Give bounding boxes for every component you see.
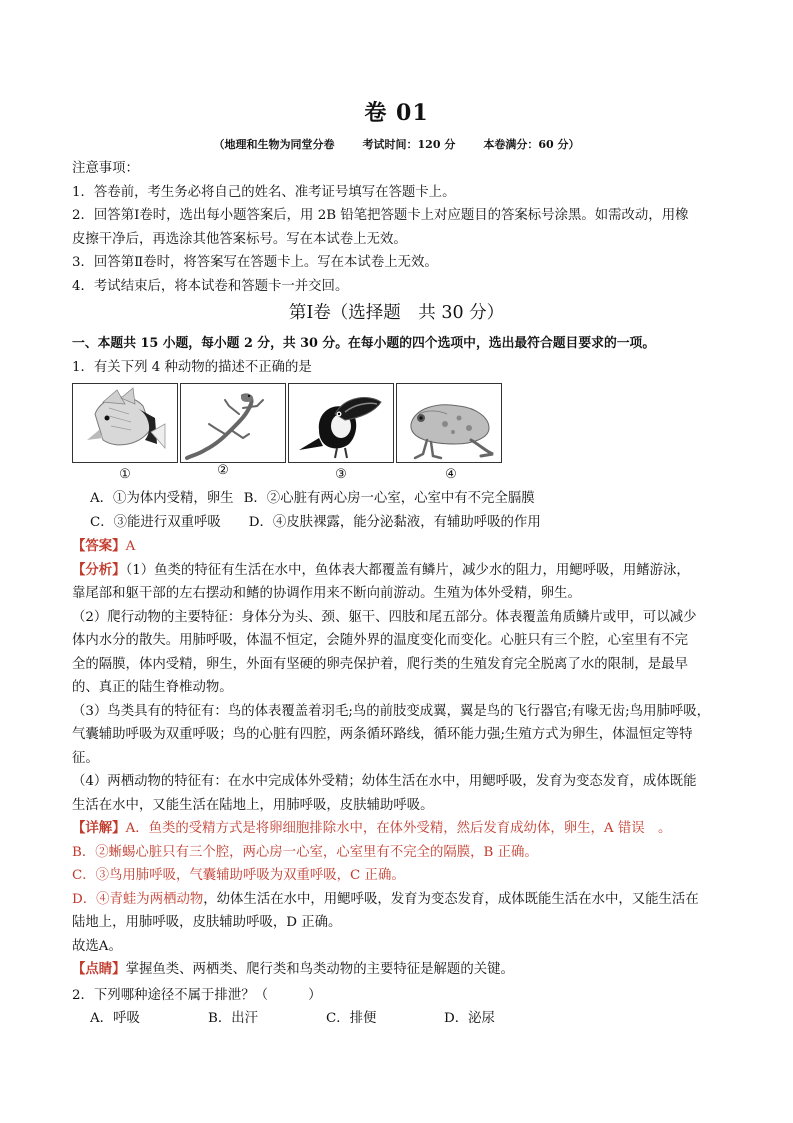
point-text: 掌握鱼类、两栖类、爬行类和鸟类动物的主要特征是解题的关键。: [125, 962, 514, 977]
figure-label: ③: [335, 467, 347, 482]
notes-item: 1．答卷前，考生务必将自己的姓名、准考证号填写在答题卡上。: [72, 184, 456, 200]
analysis-line: 全的隔膜，体内受精，卵生，外面有坚硬的卵壳保护着，爬行类的生殖发育完全脱离了水的限制，是最早: [72, 656, 688, 672]
analysis-line: 靠尾部和躯干部的左右摆动和鳍的协调作用来不断向前游动。生殖为体外受精，卵生。: [72, 586, 581, 601]
figure-lizard: [180, 383, 286, 463]
paper-title: 卷 01: [364, 100, 429, 126]
analysis-line: 征。: [72, 750, 99, 766]
detail-line: [72, 888, 724, 912]
q2-option-c[interactable]: C．排便: [326, 1011, 377, 1026]
question-2-stem-text: 2．下列哪种途径不属于排泄？（ ）: [72, 988, 322, 1003]
figure-label: ④: [445, 467, 457, 482]
notes-item: 3．回答第Ⅱ卷时，将答案写在答题卡上。写在本试卷上无效。: [72, 255, 438, 270]
q2-option-d[interactable]: D．泌尿: [444, 1011, 495, 1026]
analysis-tag: 【分析】: [72, 561, 126, 578]
detail-line: [72, 817, 724, 841]
notes-item: 2．回答第Ⅰ卷时，选出每小题答案后，用 2B 铅笔把答题卡上对应题目的答案标号涂黑。如需改动，用橡: [72, 208, 689, 223]
subtitle-part-a: （地理和生物为同堂分卷: [213, 138, 335, 151]
notes-item: 皮擦干净后，再选涂其他答案标号。写在本试卷上无效。: [72, 231, 407, 247]
analysis-line: 的、真正的陆生脊椎动物。: [72, 680, 233, 695]
figure-label: ①: [119, 467, 131, 482]
q2-option-a[interactable]: A．呼吸: [90, 1011, 140, 1026]
question-1-stem-text: 1．有关下列 4 种动物的描述不正确的是: [72, 360, 312, 375]
point-tag: 【点睛】: [72, 961, 126, 977]
solution-section: [72, 535, 724, 982]
question-2-options: [72, 1007, 742, 1031]
analysis-line: （3）鸟类具有的特征有：鸟的体表覆盖着羽毛;鸟的前肢变成翼，翼是鸟的飞行器官;有喙无齿;鸟用肺呼吸，: [72, 703, 711, 719]
detail-tag: 【详解】: [72, 820, 126, 836]
detail-line: B．②蜥蜴心脏只有三个腔，两心房一心室，心室里有不完全的隔膜，B 正确。: [72, 844, 538, 860]
detail-d-red: D．④青蛙为两栖动物: [72, 891, 204, 907]
notes-section: [72, 157, 724, 298]
analysis-line: （2）爬行动物的主要特征：身体分为头、颈、躯干、四肢和尾五部分。体表覆盖角质鳞片或甲，可以减少: [72, 609, 697, 625]
frog-icon: [397, 384, 502, 463]
analysis-line: 体内水分的散失。用肺呼吸，体温不恒定，会随外界的温度变化而变化。心脏只有三个腔，心室里有不完: [72, 633, 688, 648]
subtitle-part-b: 考试时间：120 分: [362, 138, 456, 151]
paper-subtitle: [0, 136, 793, 152]
analysis-line: 生活在水中，又能生活在陆地上，用肺呼吸，皮肤辅助呼吸。: [72, 797, 434, 813]
notes-heading: 注意事项：: [72, 161, 139, 176]
option-d[interactable]: D．④皮肤裸露，能分泌黏液，有辅助呼吸的作用: [248, 514, 541, 530]
answer-tag: 【答案】: [72, 538, 126, 554]
analysis-line: 气囊辅助呼吸为双重呼吸；鸟的心脏有四腔，两条循环路线，循环能力强;生殖方式为卵生，体温恒定等特: [72, 727, 693, 742]
conclusion-line: 故选A。: [72, 938, 122, 954]
question-1-figures: [72, 383, 502, 483]
figure-frog: [396, 383, 502, 463]
question-1-stem: [72, 356, 724, 380]
option-c[interactable]: C．③能进行双重呼吸: [90, 514, 221, 530]
subtitle-part-c: 本卷满分：60 分）: [483, 138, 580, 151]
question-intro: [72, 332, 724, 356]
answer-line: [72, 535, 724, 559]
q2-option-b[interactable]: B．出汗: [208, 1011, 259, 1026]
answer-value: A: [125, 539, 136, 554]
point-line: [72, 958, 724, 982]
detail-d-rest: ，幼体生活在水中，用鳃呼吸，发育为变态发育，成体既能生活在水中，又能生活在: [203, 891, 699, 907]
option-b[interactable]: B．②心脏有两心房一心室，心室中有不完全膈膜: [243, 491, 535, 506]
figure-label: ②: [217, 463, 229, 478]
fish-icon: [73, 384, 178, 463]
question-intro-text: 一、本题共 15 小题，每小题 2 分，共 30 分。在每小题的四个选项中，选出最符合题目要求的一项。: [72, 336, 656, 351]
question-1-options: [72, 487, 742, 534]
notes-item: 4．考试结束后，将本试卷和答题卡一并交回。: [72, 278, 349, 294]
toucan-icon: [289, 384, 394, 463]
detail-line: 陆地上，用肺呼吸，皮肤辅助呼吸，D 正确。: [72, 915, 342, 930]
figure-toucan: [288, 383, 394, 463]
analysis-line: [72, 559, 724, 583]
detail-line: C．③鸟用肺呼吸，气囊辅助呼吸为双重呼吸，C 正确。: [72, 868, 405, 883]
figure-fish: [72, 383, 178, 463]
section-title: 第Ⅰ卷（选择题 共 30 分）: [288, 303, 505, 323]
option-a[interactable]: A．①为体内受精，卵生: [90, 491, 234, 506]
question-2-stem: [72, 984, 724, 1008]
analysis-line: （4）两栖动物的特征有：在水中完成体外受精；幼体生活在水中，用鳃呼吸，发育为变态发育，成体既能: [72, 774, 697, 789]
lizard-icon: [181, 384, 286, 463]
analysis-text: （1）鱼类的特征有生活在水中，鱼体表大都覆盖有鳞片，减少水的阻力，用鳃呼吸，用鳍游泳，: [125, 562, 690, 578]
detail-text: A．鱼类的受精方式是将卵细胞排除水中，在体外受精，然后发育成幼体，卵生，A 错误 。: [125, 821, 672, 836]
